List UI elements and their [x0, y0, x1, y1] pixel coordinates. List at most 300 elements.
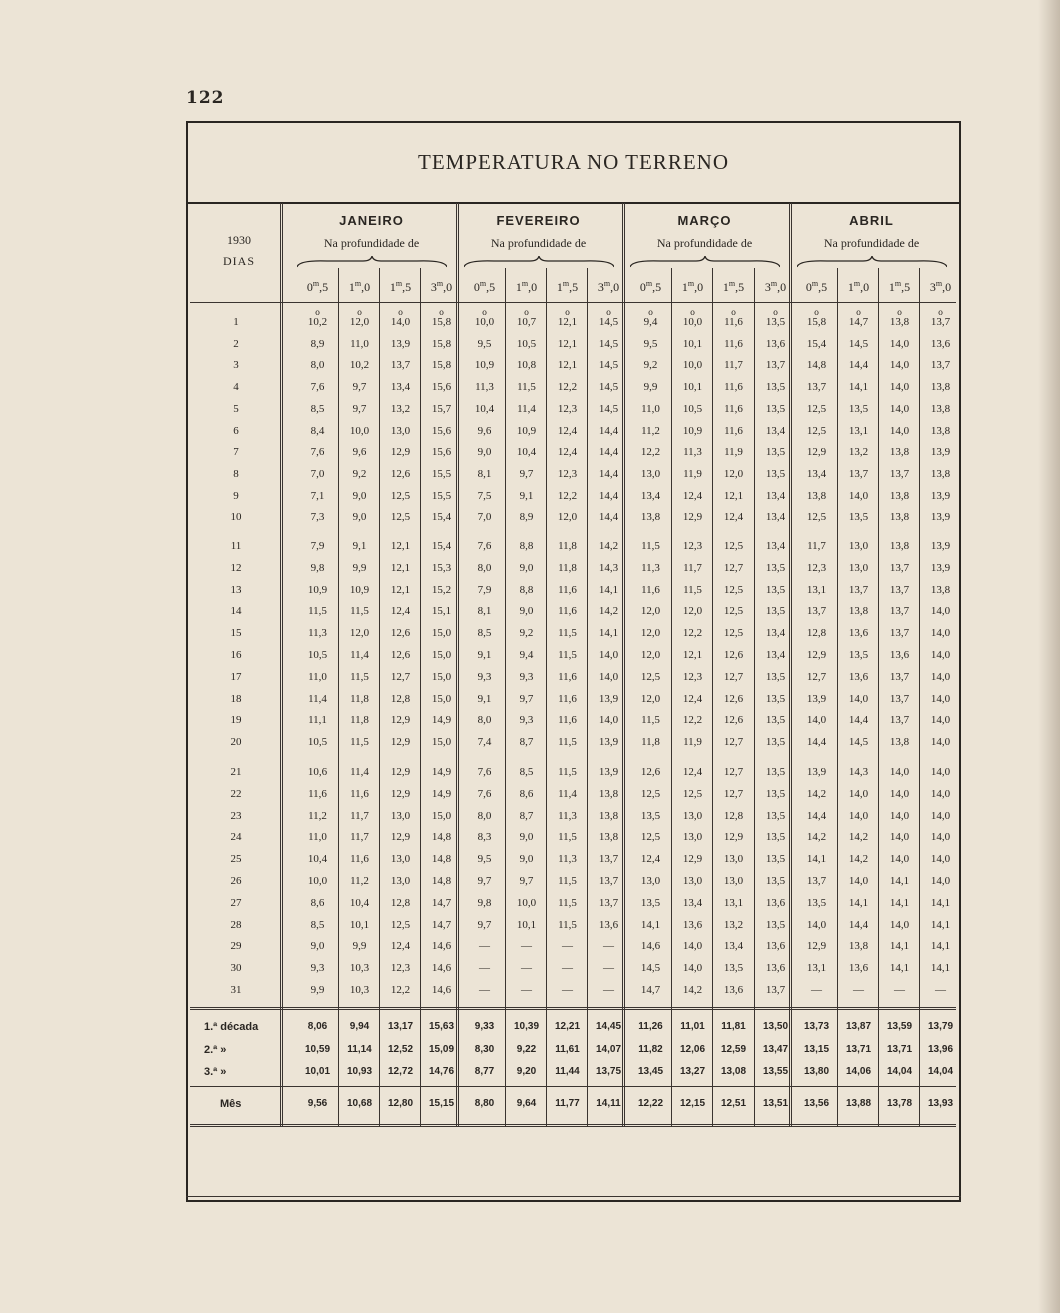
summary-cell: 13,96: [927, 1044, 954, 1055]
summary-row-label: Mês: [220, 1098, 242, 1110]
table-cell: 9,7: [477, 918, 492, 931]
table-cell: 7,1: [310, 489, 325, 502]
table-cell: 14,7: [431, 918, 452, 931]
table-cell: 9,4: [519, 649, 534, 661]
table-cell: 13,1: [806, 962, 827, 975]
table-cell: 13,5: [765, 402, 786, 415]
table-cell: 10,4: [349, 896, 370, 909]
table-cell: 14,9: [431, 787, 452, 800]
summary-cell: 15,15: [428, 1098, 455, 1109]
table-cell: 11,3: [558, 853, 577, 866]
table-cell: 9,5: [477, 853, 492, 866]
table-cell: 14,7: [640, 984, 661, 996]
table-cell: 15,8: [431, 337, 452, 350]
table-cell: 11,9: [683, 736, 702, 749]
table-cell: 14,1: [640, 918, 661, 931]
table-cell: 10,4: [307, 853, 328, 866]
table-cell: 14,6: [431, 984, 452, 996]
table-cell: 14,4: [598, 511, 619, 524]
table-cell: 14,0: [930, 853, 951, 866]
day-number: 28: [230, 918, 242, 931]
table-cell: 13,8: [930, 402, 951, 415]
table-cell: 10,1: [349, 918, 370, 931]
table-cell: 11,6: [724, 381, 743, 394]
table-cell: 13,5: [765, 381, 786, 394]
table-cell: 11,5: [350, 670, 369, 683]
table-cell: 11,5: [558, 736, 577, 749]
table-cell: 14,0: [930, 736, 951, 749]
table-cell: 11,3: [683, 446, 702, 459]
table-cell: 15,8: [806, 316, 827, 328]
table-cell: 11,3: [558, 809, 577, 822]
table-cell: 11,8: [641, 736, 660, 749]
table-cell: 10,0: [474, 316, 495, 328]
table-cell: 13,9: [598, 736, 619, 749]
table-cell: 13,7: [598, 875, 619, 887]
table-cell: 12,5: [640, 831, 661, 844]
table-cell: 9,8: [310, 561, 325, 574]
table-cell: 14,0: [390, 316, 411, 328]
table-cell: 13,5: [806, 896, 827, 909]
table-cell: 13,7: [806, 381, 827, 394]
depth-header: 1$^m$,0: [681, 279, 704, 294]
table-cell: 14,1: [889, 962, 910, 975]
table-cell: 13,2: [723, 918, 744, 931]
table-cell: 14,7: [431, 896, 452, 909]
table-cell: 10,3: [349, 962, 370, 975]
table-cell: 12,5: [723, 627, 744, 640]
table-cell: 14,4: [806, 736, 827, 749]
table-cell: 12,0: [682, 605, 703, 618]
table-cell: 11,0: [350, 337, 369, 350]
table-cell: 11,7: [807, 540, 826, 552]
table-cell: 13,7: [806, 875, 827, 887]
degree-mark: o: [398, 308, 403, 317]
table-cell: 13,4: [390, 381, 411, 394]
table-cell: 13,5: [765, 831, 786, 844]
day-number: 29: [230, 940, 242, 953]
degree-mark: o: [938, 308, 943, 317]
table-cell: 12,0: [640, 692, 661, 705]
table-cell: 15,4: [431, 511, 452, 524]
table-cell: 7,6: [310, 446, 325, 459]
table-cell: 13,6: [848, 627, 869, 640]
table-cell: 14,0: [930, 766, 951, 778]
summary-cell: 12,52: [387, 1044, 414, 1055]
table-cell: 13,9: [806, 692, 827, 705]
table-cell: 13,8: [889, 540, 910, 552]
table-cell: 14,0: [848, 489, 869, 502]
table-cell: 13,7: [765, 359, 786, 372]
month-name: JANEIRO: [339, 213, 404, 228]
summary-cell: 14,04: [886, 1066, 913, 1077]
table-cell: 12,4: [723, 511, 744, 524]
table-cell: 13,7: [598, 896, 619, 909]
table-cell: 11,7: [350, 831, 369, 844]
page-edge-shadow: [1038, 0, 1060, 1313]
table-cell: 8,5: [310, 918, 325, 931]
table-cell: 13,7: [889, 605, 910, 618]
day-number: 23: [230, 809, 242, 822]
table-cell: 13,8: [848, 940, 869, 953]
table-cell: —: [521, 984, 532, 996]
table-cell: 13,0: [390, 875, 411, 887]
day-number: 3: [233, 359, 239, 372]
table-cell: 14,2: [806, 787, 827, 800]
summary-cell: 11,14: [347, 1044, 372, 1055]
table-cell: 11,6: [558, 605, 577, 618]
table-cell: 14,2: [682, 984, 703, 996]
table-cell: 13,6: [765, 337, 786, 350]
table-cell: 8,0: [477, 561, 492, 574]
summary-cell: 9,22: [516, 1044, 537, 1055]
table-cell: 9,0: [310, 940, 325, 953]
table-cell: 14,8: [431, 853, 452, 866]
day-number: 6: [233, 424, 239, 437]
table-cell: 11,0: [308, 670, 327, 683]
summary-cell: 9,94: [349, 1021, 370, 1032]
table-cell: 14,8: [431, 831, 452, 844]
table-cell: 15,0: [431, 649, 452, 661]
table-cell: 12,0: [640, 605, 661, 618]
table-cell: 12,6: [723, 649, 744, 661]
table-cell: 14,7: [848, 316, 869, 328]
summary-cell: 10,39: [513, 1021, 540, 1032]
depth-header: 3$^m$,0: [430, 279, 453, 294]
summary-cell: 8,77: [474, 1066, 495, 1077]
table-cell: 13,5: [765, 561, 786, 574]
summary-cell: 14,76: [428, 1066, 455, 1077]
table-cell: 14,8: [431, 875, 452, 887]
summary-cell: 12,72: [387, 1066, 414, 1077]
table-cell: 13,6: [848, 962, 869, 975]
table-cell: 15,6: [431, 381, 452, 394]
summary-cell: 15,09: [428, 1044, 455, 1055]
table-cell: 13,6: [930, 337, 951, 350]
table-cell: 10,1: [682, 337, 703, 350]
table-cell: 9,1: [477, 692, 492, 705]
table-cell: 9,6: [352, 446, 367, 459]
table-cell: 11,4: [517, 402, 536, 415]
table-cell: 14,2: [848, 831, 869, 844]
summary-cell: 13,27: [679, 1066, 706, 1077]
table-cell: 13,0: [848, 540, 869, 552]
table-cell: 13,9: [390, 337, 411, 350]
table-cell: 14,6: [640, 940, 661, 953]
table-cell: 14,5: [598, 381, 619, 394]
depth-header: 1$^m$,0: [348, 279, 371, 294]
table-cell: 11,4: [558, 787, 577, 800]
summary-divider-rule: [190, 1086, 956, 1087]
depth-header: 3$^m$,0: [929, 279, 952, 294]
table-cell: 13,7: [889, 714, 910, 727]
month-name: ABRIL: [849, 213, 894, 228]
table-cell: 9,2: [643, 359, 658, 372]
table-cell: 13,8: [930, 381, 951, 394]
table-cell: 14,0: [889, 766, 910, 778]
table-cell: 14,3: [598, 561, 619, 574]
depth-header: 1$^m$,5: [389, 279, 412, 294]
table-bottom-rule: [190, 1124, 956, 1127]
table-cell: 13,5: [848, 511, 869, 524]
table-cell: 7,6: [477, 766, 492, 778]
summary-cell: 14,45: [595, 1021, 622, 1032]
table-cell: 12,6: [640, 766, 661, 778]
table-cell: 11,5: [558, 875, 577, 887]
table-cell: 13,9: [930, 540, 951, 552]
table-cell: 13,8: [598, 831, 619, 844]
table-cell: 13,4: [765, 540, 786, 552]
table-cell: 9,8: [477, 896, 492, 909]
table-cell: 15,5: [431, 489, 452, 502]
degree-mark: o: [315, 308, 320, 317]
table-cell: 11,5: [683, 583, 702, 596]
table-cell: 9,3: [519, 670, 534, 683]
table-cell: 11,3: [308, 627, 327, 640]
summary-cell: 12,06: [679, 1044, 706, 1055]
table-cell: 13,7: [806, 605, 827, 618]
table-cell: 13,8: [598, 809, 619, 822]
table-cell: 9,4: [643, 316, 658, 328]
degree-mark: o: [565, 308, 570, 317]
table-cell: 10,4: [516, 446, 537, 459]
table-cell: 14,0: [889, 359, 910, 372]
table-cell: 14,0: [848, 787, 869, 800]
table-cell: 12,3: [557, 402, 578, 415]
summary-cell: 13,15: [803, 1044, 830, 1055]
day-number: 20: [230, 736, 242, 749]
table-cell: 14,2: [806, 831, 827, 844]
table-cell: —: [853, 984, 864, 996]
table-cell: 9,0: [519, 853, 534, 866]
table-cell: 7,4: [477, 736, 492, 749]
table-cell: 14,1: [930, 896, 951, 909]
table-cell: 12,2: [640, 446, 661, 459]
table-cell: 12,0: [640, 649, 661, 661]
day-number: 26: [230, 875, 242, 887]
table-cell: 12,8: [723, 809, 744, 822]
table-cell: 10,5: [307, 649, 328, 661]
table-cell: 13,6: [682, 918, 703, 931]
table-cell: 11,1: [308, 714, 327, 727]
summary-cell: 9,33: [474, 1021, 495, 1032]
table-cell: 11,5: [350, 736, 369, 749]
table-cell: 8,8: [519, 583, 534, 596]
summary-cell: 12,21: [554, 1021, 581, 1032]
table-cell: 12,3: [806, 561, 827, 574]
summary-cell: 8,06: [307, 1021, 328, 1032]
footer-rule: [186, 1196, 961, 1197]
table-cell: 13,0: [723, 853, 744, 866]
degree-mark: o: [439, 308, 444, 317]
table-cell: 12,5: [390, 489, 411, 502]
degree-mark: o: [357, 308, 362, 317]
table-cell: 9,9: [352, 561, 367, 574]
day-number: 7: [233, 446, 239, 459]
table-cell: 13,5: [765, 446, 786, 459]
day-number: 9: [233, 489, 239, 502]
table-cell: 9,3: [310, 962, 325, 975]
table-cell: 10,2: [349, 359, 370, 372]
table-cell: 8,5: [477, 627, 492, 640]
table-cell: 13,7: [889, 561, 910, 574]
day-number: 31: [230, 984, 242, 996]
table-cell: 11,4: [350, 766, 369, 778]
table-cell: 12,0: [723, 467, 744, 480]
table-cell: 12,8: [390, 692, 411, 705]
table-cell: 13,7: [930, 359, 951, 372]
table-cell: 14,4: [848, 714, 869, 727]
table-cell: 14,1: [930, 962, 951, 975]
day-number: 11: [230, 540, 242, 552]
degree-mark: o: [897, 308, 902, 317]
summary-cell: 10,93: [346, 1066, 373, 1077]
table-cell: 13,8: [889, 736, 910, 749]
table-cell: 13,4: [765, 489, 786, 502]
table-cell: 7,0: [310, 467, 325, 480]
table-cell: 14,5: [640, 962, 661, 975]
table-cell: 12,3: [557, 467, 578, 480]
depth-header: 1$^m$,0: [515, 279, 538, 294]
summary-cell: 8,30: [474, 1044, 495, 1055]
table-cell: 11,3: [475, 381, 494, 394]
depth-header: 1$^m$,5: [722, 279, 745, 294]
table-cell: 13,5: [765, 918, 786, 931]
table-cell: 9,0: [352, 489, 367, 502]
table-cell: 13,2: [848, 446, 869, 459]
table-cell: 11,7: [683, 561, 702, 574]
table-cell: 12,4: [682, 692, 703, 705]
summary-cell: 12,51: [720, 1098, 747, 1109]
table-cell: 11,8: [558, 561, 577, 574]
table-cell: 11,5: [558, 831, 577, 844]
summary-cell: 10,68: [346, 1098, 373, 1109]
table-cell: 10,0: [349, 424, 370, 437]
table-cell: 11,5: [308, 605, 327, 618]
table-cell: 13,8: [889, 489, 910, 502]
day-number: 1: [233, 316, 239, 328]
table-cell: 9,9: [310, 984, 325, 996]
table-cell: 7,6: [477, 540, 492, 552]
table-cell: 14,0: [930, 714, 951, 727]
summary-cell: 13,50: [762, 1021, 789, 1032]
table-cell: 11,5: [517, 381, 536, 394]
table-cell: 14,0: [930, 627, 951, 640]
table-cell: 11,6: [558, 714, 577, 727]
depth-header: 0$^m$,5: [805, 279, 828, 294]
depth-header: 3$^m$,0: [764, 279, 787, 294]
table-cell: 12,5: [640, 787, 661, 800]
table-cell: 13,8: [889, 316, 910, 328]
table-cell: 13,8: [848, 605, 869, 618]
table-cell: 13,7: [848, 467, 869, 480]
table-cell: 14,0: [598, 649, 619, 661]
table-cell: 11,6: [558, 583, 577, 596]
summary-cell: 13,56: [803, 1098, 830, 1109]
table-cell: 12,1: [390, 540, 411, 552]
summary-cell: 13,71: [845, 1044, 872, 1055]
table-cell: 7,6: [477, 787, 492, 800]
table-cell: 13,5: [765, 875, 786, 887]
table-cell: 9,5: [643, 337, 658, 350]
table-cell: 13,8: [640, 511, 661, 524]
summary-cell: 13,17: [387, 1021, 414, 1032]
table-cell: 12,4: [557, 424, 578, 437]
table-cell: 13,9: [930, 446, 951, 459]
table-cell: 14,5: [598, 337, 619, 350]
table-cell: 13,6: [848, 670, 869, 683]
summary-cell: 9,20: [516, 1066, 537, 1077]
table-cell: 11,6: [308, 787, 327, 800]
day-number: 25: [230, 853, 242, 866]
table-cell: 10,0: [682, 359, 703, 372]
table-cell: 14,1: [889, 896, 910, 909]
table-cell: 12,4: [682, 489, 703, 502]
table-cell: 11,3: [641, 561, 660, 574]
table-cell: 11,6: [724, 316, 743, 328]
table-cell: 11,6: [724, 424, 743, 437]
table-cell: 14,0: [806, 918, 827, 931]
table-cell: 14,0: [598, 714, 619, 727]
table-cell: 9,1: [352, 540, 367, 552]
table-cell: 14,5: [848, 337, 869, 350]
table-cell: 11,5: [558, 649, 577, 661]
degree-mark: o: [773, 308, 778, 317]
summary-cell: 11,81: [721, 1021, 746, 1032]
table-cell: 7,9: [310, 540, 325, 552]
table-cell: 14,9: [431, 766, 452, 778]
degree-mark: o: [814, 308, 819, 317]
table-cell: 7,3: [310, 511, 325, 524]
table-cell: 12,0: [640, 627, 661, 640]
table-cell: —: [521, 962, 532, 975]
table-cell: 13,6: [765, 896, 786, 909]
summary-cell: 10,59: [304, 1044, 331, 1055]
table-cell: —: [935, 984, 946, 996]
table-cell: 15,0: [431, 736, 452, 749]
table-cell: 12,5: [682, 787, 703, 800]
table-cell: 8,4: [310, 424, 325, 437]
table-cell: 11,6: [350, 853, 369, 866]
table-cell: 12,5: [723, 583, 744, 596]
table-cell: 13,4: [765, 627, 786, 640]
table-cell: 13,0: [682, 831, 703, 844]
table-cell: 14,2: [848, 853, 869, 866]
day-number: 2: [233, 337, 239, 350]
table-cell: 11,7: [350, 809, 369, 822]
table-cell: 12,1: [390, 561, 411, 574]
day-number: 22: [230, 787, 242, 800]
table-cell: 8,5: [310, 402, 325, 415]
summary-cell: 13,88: [845, 1098, 872, 1109]
table-cell: 12,2: [682, 714, 703, 727]
table-cell: 15,2: [431, 583, 452, 596]
table-cell: —: [562, 962, 573, 975]
table-cell: 13,0: [848, 561, 869, 574]
table-cell: 14,3: [848, 766, 869, 778]
table-cell: 9,7: [519, 692, 534, 705]
table-cell: 10,1: [516, 918, 537, 931]
table-cell: 10,0: [682, 316, 703, 328]
degree-mark: o: [690, 308, 695, 317]
degree-mark: o: [524, 308, 529, 317]
table-cell: 15,8: [431, 316, 452, 328]
table-cell: 8,9: [519, 511, 534, 524]
table-cell: 11,9: [724, 446, 743, 459]
table-cell: 13,5: [848, 649, 869, 661]
table-cell: 10,1: [682, 381, 703, 394]
table-cell: 11,0: [308, 831, 327, 844]
